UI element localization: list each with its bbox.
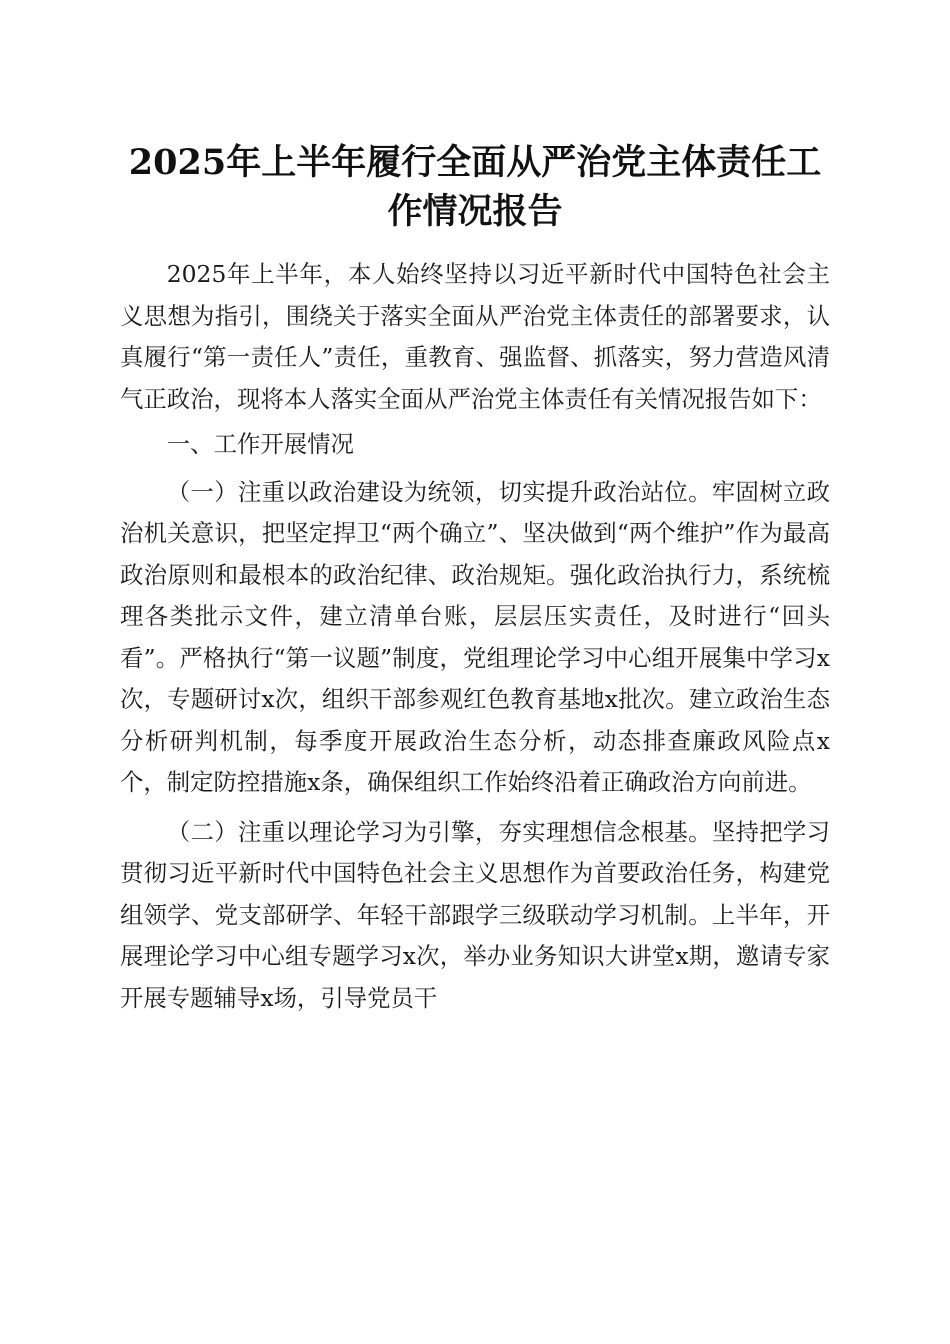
section-heading: 一、工作开展情况	[166, 430, 354, 458]
document-title: 2025年上半年履行全面从严治党主体责任工作情况报告	[128, 142, 822, 232]
intro-paragraph: 2025年上半年，本人始终坚持以习近平新时代中国特色社会主义思想为指引，围绕关于落实全面从严治党主体责任的部署要求，认真履行“第一责任人”责任，重教育、强监督、抓落实，努力营造风清气正政治，现将本人落实全面从严治党主体责任有关情况报告如下：	[120, 260, 830, 413]
item-1-paragraph	[120, 472, 830, 804]
item-1-text: 牢固树立政治机关意识，把坚定捍卫“两个确立”、坚决做到“两个维护”作为最高政治原则和最根本的政治纪律、政治规矩。强化政治执行力，系统梳理各类批示文件，建立清单台账，层层压实责任，及时进行“回头看”。严格执行“第一议题”制度，党组理论学习中心组开展集中学习x次，专题研讨x次，组织干部参观红色教育基地x批次。建立政治生态分析研判机制，每季度开展政治生态分析，动态排查廉政风险点x个，制定防控措施x条，确保组织工作始终沿着正确政治方向前进。	[120, 477, 831, 796]
document-body	[120, 254, 830, 1019]
item-2-paragraph	[120, 812, 830, 1020]
item-1-lead: （一）注重以政治建设为统领，切实提升政治站位。	[166, 477, 712, 506]
item-2-lead: （二）注重以理论学习为引擎，夯实理想信念根基。	[166, 817, 712, 846]
item-2-text: 坚持把学习贯彻习近平新时代中国特色社会主义思想作为首要政治任务，构建党组领学、党支部研学、年轻干部跟学三级联动学习机制。上半年，开展理论学习中心组专题学习x次，举办业务知识大讲堂x期，邀请专家开展专题辅导x场，引导党员干	[120, 817, 831, 1012]
